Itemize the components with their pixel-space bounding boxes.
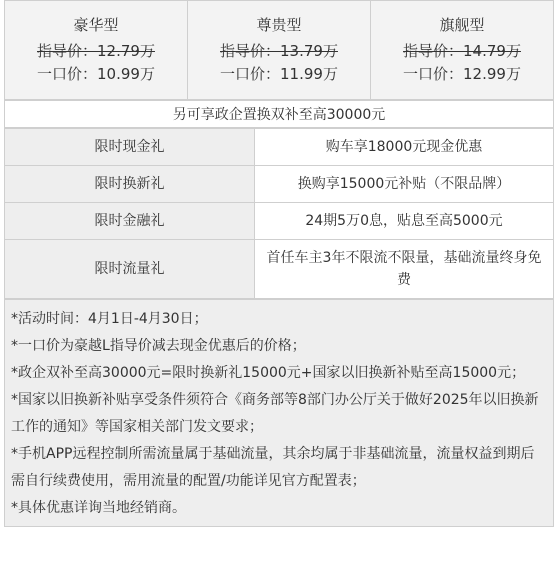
trim-name: 豪华型 — [73, 16, 119, 34]
trim-cell-flagship — [371, 1, 554, 100]
gifts-table — [4, 128, 554, 299]
gift-row — [5, 203, 554, 240]
note-item: *国家以旧换新补贴享受条件须符合《商务部等8部门办公厅关于做好2025年以旧换新工作的通知》等国家相关部门发文要求； — [11, 392, 539, 435]
note-item: *具体优惠详询当地经销商。 — [11, 500, 186, 516]
notes-cell — [5, 300, 554, 527]
trim-final-price: 一口价：10.99万 — [37, 65, 155, 83]
trim-guide-price: 指导价：14.79万 — [403, 42, 521, 60]
gift-value: 换购享15000元补贴（不限品牌） — [255, 166, 554, 203]
trim-guide-price: 指导价：12.79万 — [37, 42, 155, 60]
notes-row — [5, 300, 554, 527]
gift-name: 限时金融礼 — [5, 203, 255, 240]
subsidy-table — [4, 100, 554, 128]
note-item: *政企双补至高30000元=限时换新礼15000元+国家以旧换新补贴至高15000元； — [11, 365, 526, 381]
gift-value: 购车享18000元现金优惠 — [255, 129, 554, 166]
note-item: *一口价为豪越L指导价减去现金优惠后的价格； — [11, 338, 306, 354]
gift-value: 24期5万0息，贴息至高5000元 — [255, 203, 554, 240]
trim-row — [5, 1, 554, 100]
trim-final-price: 一口价：12.99万 — [403, 65, 521, 83]
gift-value: 首任车主3年不限流不限量，基础流量终身免费 — [255, 240, 554, 299]
note-item: *手机APP远程控制所需流量属于基础流量，其余均属于非基础流量，流量权益到期后需自行续费使用，需用流量的配置/功能详见官方配置表； — [11, 446, 535, 489]
trim-final-price: 一口价：11.99万 — [220, 65, 338, 83]
trim-name: 尊贵型 — [256, 16, 302, 34]
notes-table — [4, 299, 554, 527]
trim-price-table — [4, 0, 554, 100]
gift-row — [5, 129, 554, 166]
promo-table-container — [4, 0, 554, 566]
gift-name: 限时流量礼 — [5, 240, 255, 299]
subsidy-line: 另可享政企置换双补至高30000元 — [5, 101, 554, 128]
trim-cell-luxury — [5, 1, 188, 100]
trim-guide-price: 指导价：13.79万 — [220, 42, 338, 60]
gift-name: 限时换新礼 — [5, 166, 255, 203]
gift-name: 限时现金礼 — [5, 129, 255, 166]
subsidy-row — [5, 101, 554, 128]
gift-row — [5, 240, 554, 299]
note-item: *活动时间：4月1日-4月30日； — [11, 311, 208, 327]
trim-cell-premium — [188, 1, 371, 100]
gift-row — [5, 166, 554, 203]
trim-name: 旗舰型 — [439, 16, 485, 34]
